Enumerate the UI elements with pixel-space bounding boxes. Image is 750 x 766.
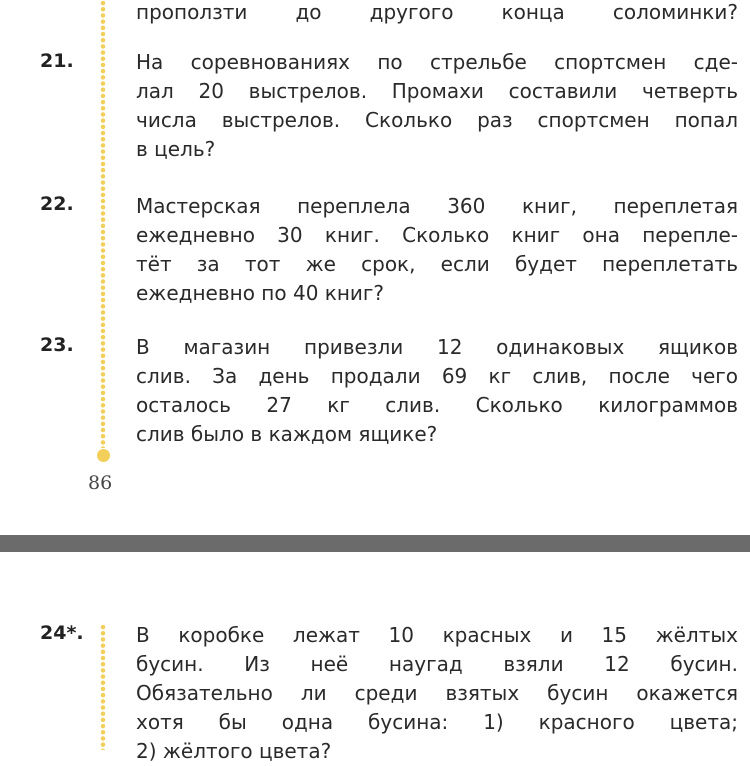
text-line: Мастерская переплела 360 книг, переплетая [136,194,738,218]
page-number: 86 [88,472,113,494]
text-line: осталось 27 кг слив. Сколько килограммов [136,393,738,417]
text-line: числа выстрелов. Сколько раз спортсмен попал [136,108,738,132]
text-line: В коробке лежат 10 красных и 15 жёлтых [136,623,738,647]
problem-21-text [136,48,738,164]
problem-number: 24*. [40,622,84,644]
text-line: лал 20 выстрелов. Промахи составили четверть [136,79,738,103]
problem-number: 23. [40,334,74,356]
problem-number: 22. [40,193,74,215]
problem-number: 21. [40,50,74,72]
text-line: На соревнованиях по стрельбе спортсмен сде- [136,50,738,74]
problem-22-text [136,192,738,308]
text-line: слив было в каждом ящике? [136,422,438,446]
previous-problem-continuation [136,0,738,27]
text-line: бусин. Из неё наугад взяли 12 бусин. [136,652,738,676]
text-line: в цель? [136,137,216,161]
problem-24-text [136,621,738,766]
text-line: ежедневно по 40 книг? [136,281,385,305]
text-line: ежедневно 30 книг. Сколько книг она перепле- [136,223,738,247]
text-line: хотя бы одна бусина: 1) красного цвета; [136,710,738,734]
text-line: тёт за тот же срок, если будет переплетать [136,252,738,276]
margin-end-dot [97,449,110,462]
text-line: проползти до другого конца соломинки? [136,0,738,24]
text-line: В магазин привезли 12 одинаковых ящиков [136,335,738,359]
page-divider [0,535,750,552]
text-line: 2) жёлтого цвета? [136,739,332,763]
text-line: Обязательно ли среди взятых бусин окажется [136,681,738,705]
dotted-margin-line [100,624,106,750]
problem-23-text [136,333,738,449]
text-line: слив. За день продали 69 кг слив, после чего [136,364,738,388]
dotted-margin-line [100,0,106,448]
